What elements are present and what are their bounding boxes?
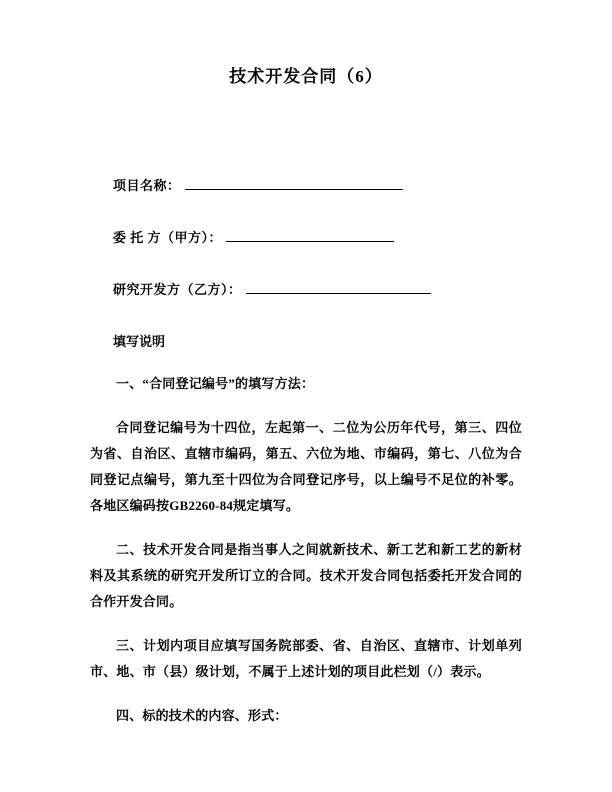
field-party-a [113, 227, 522, 246]
field-project-name [113, 175, 522, 194]
fill-in-blank-line [226, 228, 394, 242]
field-label-party-a: 委 托 方（甲方）： [113, 230, 223, 245]
field-label-project-name: 项目名称： [113, 178, 181, 193]
instruction-paragraph-1-heading: 一、“合同登记编号”的填写方法： [116, 376, 315, 391]
fill-in-blank-line [185, 176, 403, 190]
instruction-paragraph-1-body: 合同登记编号为十四位，左起第一、二位为公历年代号，第三、四位为省、自治区、直辖市编码，第五、六位为地、市编码，第七、八位为合同登记点编号，第九至十四位为合同登记序号，以上编号不足位的补零。各地区编码按GB2260-84规定填写。 [90, 420, 522, 513]
document-title: 技术开发合同（6） [229, 67, 383, 86]
section-heading-instructions: 填写说明 [113, 334, 166, 349]
header-fields [113, 175, 522, 298]
instruction-paragraph-3: 三、计划内项目应填写国务院部委、省、自治区、直辖市、计划单列市、地、市（县）级计划，不属于上述计划的项目此栏划（/）表示。 [90, 638, 522, 679]
instruction-paragraph-2: 二、技术开发合同是指当事人之间就新技术、新工艺和新工艺的新材料及其系统的研究开发所订立的合同。技术开发合同包括委托开发合同的合作开发合同。 [90, 542, 522, 609]
fill-in-blank-line [246, 280, 431, 294]
instruction-paragraph-4: 四、标的技术的内容、形式： [116, 708, 288, 723]
field-label-party-b: 研究开发方（乙方）： [113, 282, 242, 297]
field-party-b [113, 279, 522, 298]
